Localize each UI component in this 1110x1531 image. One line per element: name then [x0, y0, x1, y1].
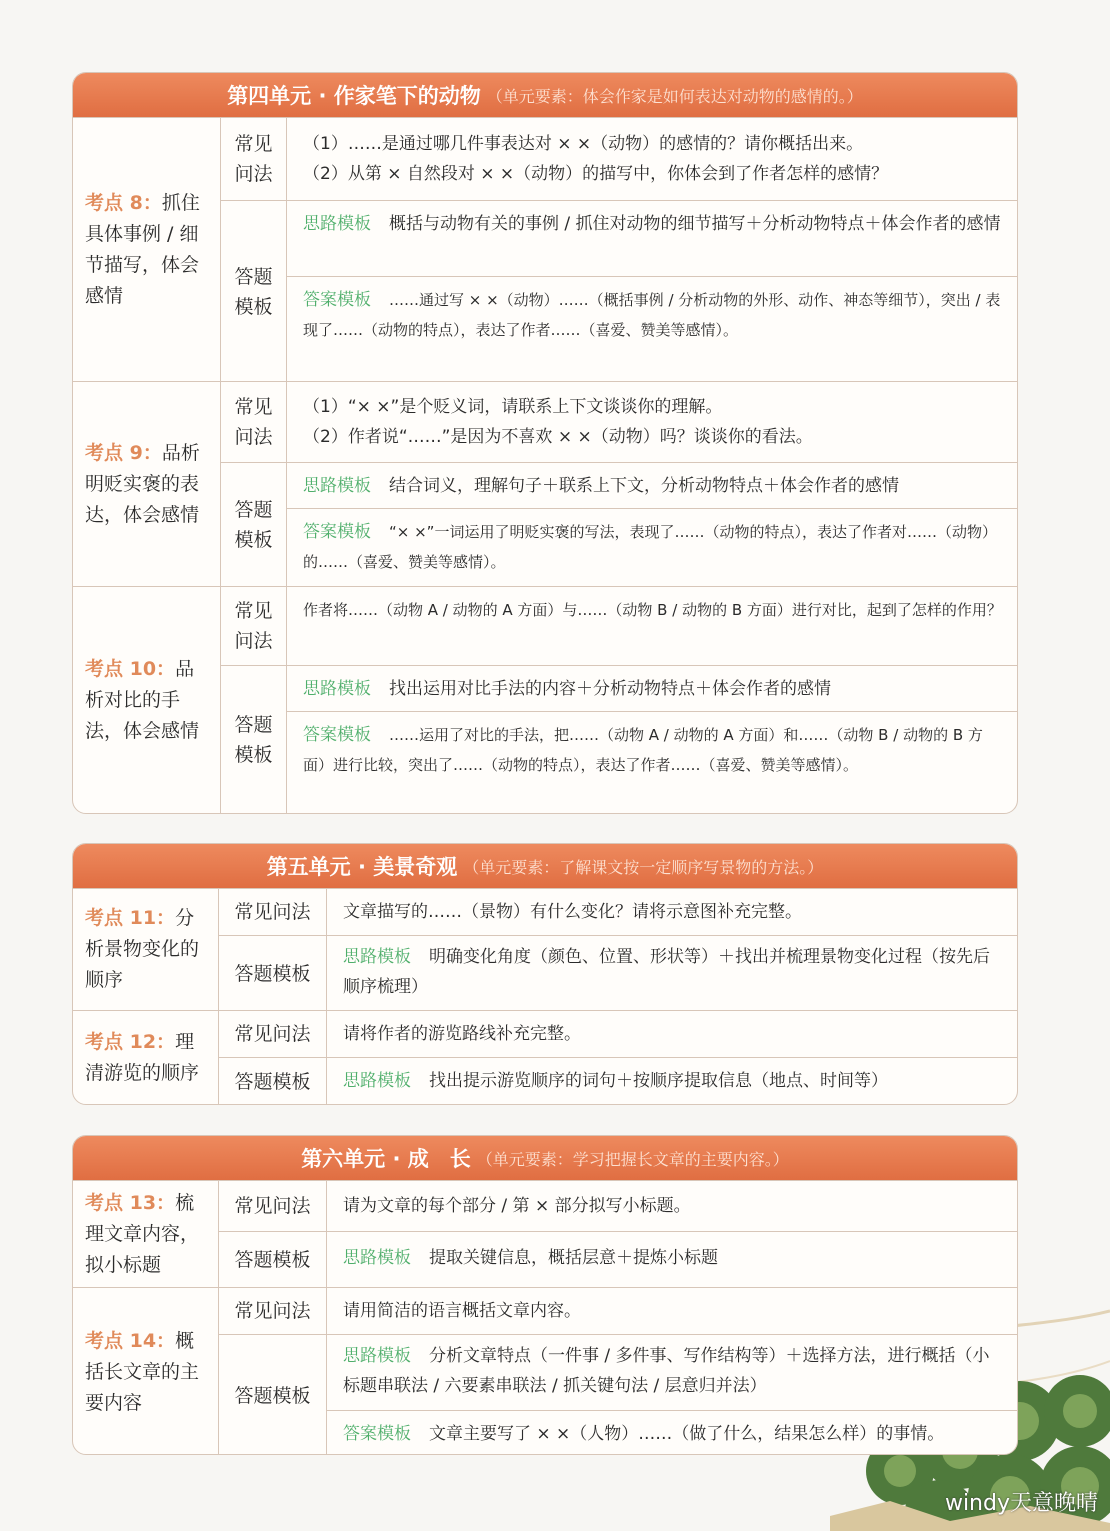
kp14-answer-block — [219, 1335, 1017, 1455]
unit5-panel — [72, 843, 1018, 1105]
kp10-name: 品析对比的手法，体会感情 — [85, 657, 200, 742]
kp14-num: 考点 14： — [85, 1329, 176, 1352]
kp13-label — [73, 1181, 219, 1287]
kp8-question-label: 常见问法 — [221, 118, 287, 200]
thinking-tag: 思路模板 — [303, 679, 371, 699]
kp8-name: 抓住具体事例 / 细节描写，体会感情 — [85, 191, 200, 307]
kp8-question-2: （2）从第 × 自然段对 × ×（动物）的描写中，你体会到了作者怎样的感情？ — [303, 164, 889, 184]
kp8-row — [73, 118, 1017, 382]
kp13-row — [73, 1181, 1017, 1288]
unit5-title: 第五单元 · 美景奇观 — [266, 855, 458, 879]
thinking-tag: 思路模板 — [343, 1071, 411, 1091]
kp10-answer-text: ……运用了对比的手法，把……（动物 A / 动物的 A 方面）和……（动物 B / 动物的 B 方面）进行比较，突出了……（动物的特点），表达了作者……（喜爱、赞美等感情）。 — [303, 726, 983, 774]
kp13-question-label: 常见问法 — [219, 1181, 327, 1231]
kp13-question-block — [219, 1181, 1017, 1232]
kp11-label — [73, 889, 219, 1010]
kp11-question: 文章描写的……（景物）有什么变化？请将示意图补充完整。 — [343, 902, 802, 922]
kp10-answer-label: 答题模板 — [221, 666, 287, 814]
kp8-label — [73, 118, 221, 381]
kp11-answer-label: 答题模板 — [219, 936, 327, 1011]
kp9-answer-block — [221, 463, 1017, 587]
kp14-question-label: 常见问法 — [219, 1288, 327, 1334]
kp11-question-label: 常见问法 — [219, 889, 327, 935]
unit6-panel — [72, 1135, 1018, 1455]
kp14-label — [73, 1288, 219, 1455]
kp12-question-label: 常见问法 — [219, 1011, 327, 1057]
answer-tag: 答案模板 — [303, 725, 371, 745]
kp14-answer — [327, 1411, 1017, 1455]
kp9-answer-label: 答题模板 — [221, 463, 287, 587]
kp12-question: 请将作者的游览路线补充完整。 — [343, 1024, 581, 1044]
thinking-tag: 思路模板 — [303, 476, 371, 496]
unit5-header — [73, 844, 1017, 889]
unit5-requirement: （单元要素：了解课文按一定顺序写景物的方法。） — [463, 857, 824, 877]
thinking-tag: 思路模板 — [303, 214, 371, 234]
kp9-question-1: （1）“× ×”是个贬义词，请联系上下文谈谈你的理解。 — [303, 397, 723, 417]
kp12-answer-label: 答题模板 — [219, 1058, 327, 1105]
kp14-answer-text: 文章主要写了 × ×（人物）……（做了什么，结果怎么样）的事情。 — [429, 1424, 945, 1444]
kp9-question-2: （2）作者说“……”是因为不喜欢 × ×（动物）吗？谈谈你的看法。 — [303, 427, 813, 447]
kp12-thinking — [327, 1058, 1017, 1105]
kp11-name: 分析景物变化的顺序 — [85, 907, 200, 991]
kp10-thinking-text: 找出运用对比手法的内容＋分析动物特点＋体会作者的感情 — [389, 679, 831, 699]
kp13-name: 梳理文章内容，拟小标题 — [85, 1191, 200, 1276]
answer-tag: 答案模板 — [303, 522, 371, 542]
kp13-num: 考点 13： — [85, 1191, 176, 1214]
kp8-num: 考点 8： — [85, 191, 162, 214]
unit4-requirement: （单元要素：体会作家是如何表达对动物的感情的。） — [486, 86, 863, 106]
kp10-question-label: 常见问法 — [221, 587, 287, 665]
kp9-thinking — [287, 463, 1017, 509]
kp8-question-1: （1）……是通过哪几件事表达对 × ×（动物）的感情的？请你概括出来。 — [303, 134, 864, 154]
kp11-row — [73, 889, 1017, 1011]
kp14-thinking-text: 分析文章特点（一件事 / 多件事、写作结构等）＋选择方法，进行概括（小标题串联法 / 六要素串联法 / 抓关键句法 / 层意归并法） — [343, 1346, 990, 1396]
kp10-question-1: 作者将……（动物 A / 动物的 A 方面）与……（动物 B / 动物的 B 方面）进行对比，起到了怎样的作用？ — [303, 601, 1002, 619]
kp14-question: 请用简洁的语言概括文章内容。 — [343, 1301, 581, 1321]
kp11-thinking-text: 明确变化角度（颜色、位置、形状等）＋找出并梳理景物变化过程（按先后顺序梳理） — [343, 947, 990, 997]
kp8-answer-text: ……通过写 × ×（动物）……（概括事例 / 分析动物的外形、动作、神态等细节），突出 / 表现了……（动物的特点），表达了作者……（喜爱、赞美等感情）。 — [303, 291, 1001, 339]
kp10-num: 考点 10： — [85, 657, 176, 680]
thinking-tag: 思路模板 — [343, 947, 411, 967]
kp8-thinking-text: 概括与动物有关的事例 / 抓住对动物的细节描写＋分析动物特点＋体会作者的感情 — [389, 214, 1001, 234]
kp11-question-block — [219, 889, 1017, 936]
kp10-answer — [287, 712, 1017, 814]
kp12-question-block — [219, 1011, 1017, 1058]
kp9-question-block — [221, 382, 1017, 463]
kp10-question-block — [221, 587, 1017, 666]
kp9-answer — [287, 509, 1017, 587]
kp11-thinking — [327, 936, 1017, 1011]
unit6-title: 第六单元 · 成 长 — [301, 1147, 471, 1171]
thinking-tag: 思路模板 — [343, 1346, 411, 1366]
kp14-row — [73, 1288, 1017, 1455]
kp12-thinking-text: 找出提示游览顺序的词句＋按顺序提取信息（地点、时间等） — [429, 1071, 888, 1091]
answer-tag: 答案模板 — [343, 1424, 411, 1444]
kp14-question-block — [219, 1288, 1017, 1335]
thinking-tag: 思路模板 — [343, 1248, 411, 1268]
kp9-question-label: 常见问法 — [221, 382, 287, 462]
kp11-answer-block — [219, 936, 1017, 1011]
kp14-answer-label: 答题模板 — [219, 1335, 327, 1455]
kp8-question-block — [221, 118, 1017, 201]
kp9-answer-text: “× ×”一词运用了明贬实褒的写法，表现了……（动物的特点），表达了作者对……（动物）的……（喜爱、赞美等感情）。 — [303, 523, 997, 571]
unit4-panel — [72, 72, 1018, 814]
kp14-name: 概括长文章的主要内容 — [85, 1329, 200, 1414]
kp10-thinking — [287, 666, 1017, 712]
unit4-title: 第四单元 · 作家笔下的动物 — [227, 84, 481, 108]
kp12-num: 考点 12： — [85, 1030, 176, 1053]
kp9-name: 品析明贬实褒的表达，体会感情 — [85, 441, 200, 526]
kp12-row — [73, 1011, 1017, 1104]
kp12-name: 理清游览的顺序 — [85, 1030, 200, 1084]
kp10-label — [73, 587, 221, 813]
kp13-question: 请为文章的每个部分 / 第 × 部分拟写小标题。 — [343, 1196, 691, 1216]
kp11-num: 考点 11： — [85, 907, 176, 929]
answer-tag: 答案模板 — [303, 290, 371, 310]
kp10-row — [73, 587, 1017, 813]
kp8-thinking — [287, 201, 1017, 277]
kp9-row — [73, 382, 1017, 587]
kp8-answer-block — [221, 201, 1017, 382]
kp10-answer-block — [221, 666, 1017, 814]
kp9-thinking-text: 结合词义，理解句子＋联系上下文，分析动物特点＋体会作者的感情 — [389, 476, 899, 496]
kp13-thinking — [327, 1232, 1017, 1288]
kp14-thinking — [327, 1335, 1017, 1411]
kp12-answer-block — [219, 1058, 1017, 1105]
kp13-answer-block — [219, 1232, 1017, 1288]
unit6-requirement: （单元要素：学习把握长文章的主要内容。） — [476, 1149, 789, 1169]
kp8-answer-label: 答题模板 — [221, 201, 287, 382]
kp13-answer-label: 答题模板 — [219, 1232, 327, 1288]
watermark: windy天意晚晴 — [944, 1491, 1098, 1516]
kp13-thinking-text: 提取关键信息，概括层意＋提炼小标题 — [429, 1248, 718, 1268]
kp8-answer — [287, 277, 1017, 382]
kp12-label — [73, 1011, 219, 1104]
kp9-label — [73, 382, 221, 586]
kp9-num: 考点 9： — [85, 441, 162, 464]
unit6-header — [73, 1136, 1017, 1181]
unit4-header — [73, 73, 1017, 118]
